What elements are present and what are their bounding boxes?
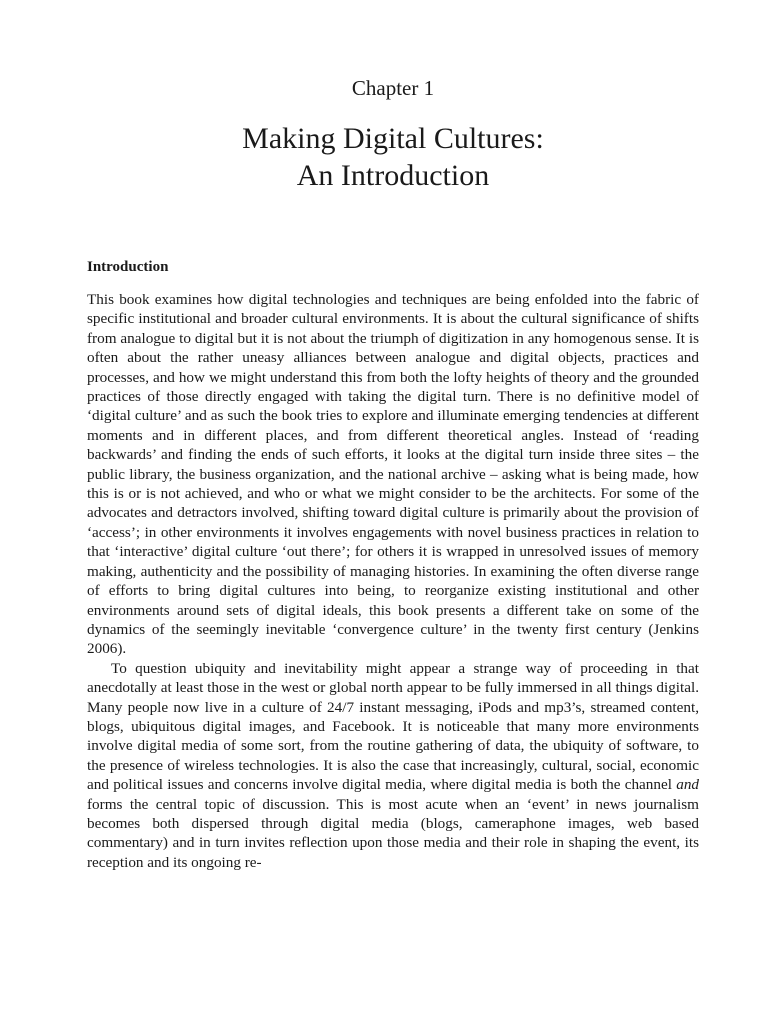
book-page	[87, 0, 699, 1024]
chapter-title-line-1: Making Digital Cultures:	[242, 122, 544, 155]
body-text	[87, 290, 699, 872]
chapter-label: Chapter 1	[351, 76, 435, 100]
section-heading: Introduction	[87, 259, 169, 275]
paragraph: To question ubiquity and inevitability might appear a strange way of proceeding in that anecdotally at least those in the west or global north appear to be fully immersed in all things digital. Many people now live in a culture of 24/7 instant messaging, iPods and mp3’s, streamed content, blogs, ubiquitous digital images, and Facebook. It is noticeable that many more environments involve digital media of some sort, from the routine gathering of data, the ubiquity of software, to the presence of wireless technologies. It is also the case that increasingly, cultural, social, economic and political issues and concerns involve digital media, where digital media is both the channel and forms the central topic of discussion. This is most acute when an ‘event’ in news journalism becomes both dispersed through digital media (blogs, cameraphone images, web based commentary) and in turn invites reflection upon those media and their role in shaping the event, its reception and its ongoing re-	[87, 659, 699, 871]
chapter-title-line-2: An Introduction	[296, 159, 490, 192]
chapter-title	[87, 120, 699, 194]
paragraph: This book examines how digital technologies and techniques are being enfolded into the fabric of specific institutional and broader cultural environments. It is about the cultural significance of shifts from analogue to digital but it is not about the triumph of digitization in any homogenous sense. It is often about the rather uneasy alliances between analogue and digital objects, practices and processes, and how we might understand this from both the lofty heights of theory and the grounded practices of those directly engaged with taking the digital turn. There is no definitive model of ‘digital culture’ and as such the book tries to explore and illuminate emerging tendencies at different moments and in different places, and from different theoretical angles. Instead of ‘reading backwards’ and finding the ends of such efforts, it looks at the digital turn inside three sites – the public library, the business organization, and the national archive – asking what is being made, how this is or is not achieved, and who or what we might consider to be the architects. For some of the advocates and detractors involved, shifting toward digital culture is primarily about the provision of ‘access’; in other environments it involves engagements with novel business practices in relation to that ‘interactive’ digital culture ‘out there’; for others it is wrapped in unresolved issues of memory making, authenticity and the possibility of managing histories. In examining the often diverse range of efforts to bring digital cultures into being, to reorganize existing institutional and other environments around sets of digital ideals, this book presents a different take on some of the dynamics of the seemingly inevitable ‘convergence culture’ in the twenty first century (Jenkins 2006).	[87, 291, 699, 658]
